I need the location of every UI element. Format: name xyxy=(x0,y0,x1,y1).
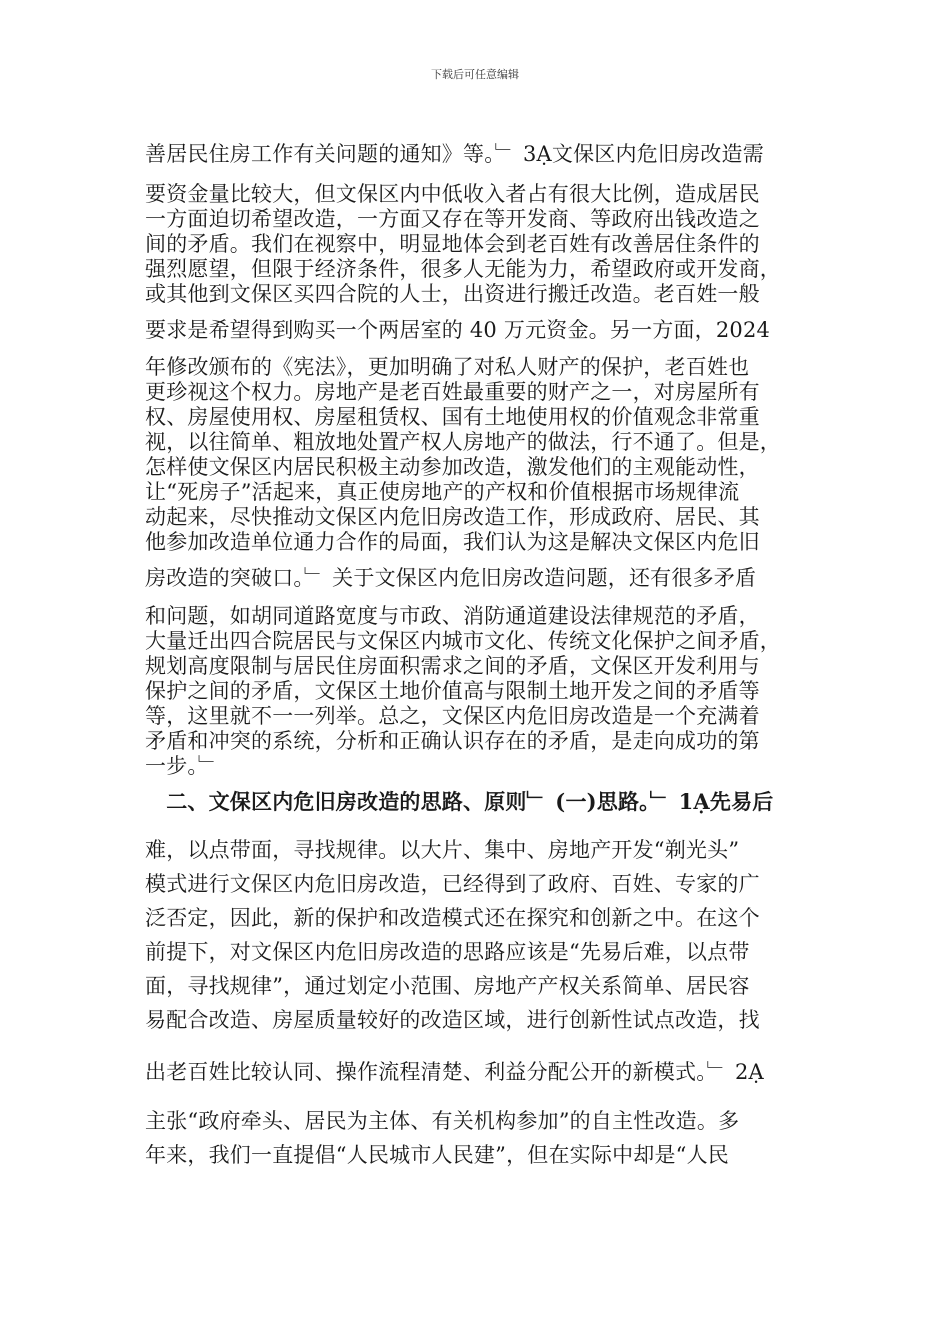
text-line: 间的矛盾。我们在视察中，明显地体会到老百姓有改善居住条件的 xyxy=(145,232,760,256)
text-line: 或其他到文保区买四合院的人士，出资进行搬迁改造。老百姓一般 xyxy=(145,282,760,306)
text-line: 和问题，如胡同道路宽度与市政、消防通道建设法律规范的矛盾， xyxy=(145,604,760,628)
text-line: 善居民住房工作有关问题的通知》等。﹂ 3Ạ文保区内危旧房改造需 xyxy=(145,142,764,166)
text-line: 让“死房子”活起来，真正使房地产的产权和价值根据市场规律流 xyxy=(145,480,740,504)
text-line: 动起来，尽快推动文保区内危旧房改造工作，形成政府、居民、其 xyxy=(145,505,760,529)
text-line: 一步。﹂ xyxy=(145,754,220,778)
text-line: 年修改颁布的《宪法》，更加明确了对私人财产的保护，老百姓也 xyxy=(145,355,750,379)
text-line: 强烈愿望，但限于经济条件，很多人无能为力，希望政府或开发商， xyxy=(145,257,781,281)
text-line: 保护之间的矛盾，文保区土地价值高与限制土地开发之间的矛盾等 xyxy=(145,679,760,703)
text-line: 权、房屋使用权、房屋租赁权、国有土地使用权的价值观念非常重 xyxy=(145,405,760,429)
text-line: 房改造的突破口。﹂ 关于文保区内危旧房改造问题，还有很多矛盾 xyxy=(145,566,757,590)
text-line: 主张“政府牵头、居民为主体、有关机构参加”的自主性改造。多 xyxy=(145,1109,740,1133)
text-line: 要资金量比较大，但文保区内中低收入者占有很大比例，造成居民 xyxy=(145,182,760,206)
text-line: 更珍视这个权力。房地产是老百姓最重要的财产之一，对房屋所有 xyxy=(145,380,760,404)
text-line: 怎样使文保区内居民积极主动参加改造，激发他们的主观能动性， xyxy=(145,455,760,479)
text-line: 前提下，对文保区内危旧房改造的思路应该是“先易后难，以点带 xyxy=(145,940,750,964)
text-line: 出老百姓比较认同、操作流程清楚、利益分配公开的新模式。﹂ 2Ạ xyxy=(145,1060,764,1084)
text-line: 模式进行文保区内危旧房改造，已经得到了政府、百姓、专家的广 xyxy=(145,872,760,896)
text-line: 难，以点带面，寻找规律。以大片、集中、房地产开发“剃光头” xyxy=(145,838,740,862)
text-line: 规划高度限制与居民住房面积需求之间的矛盾，文保区开发利用与 xyxy=(145,654,760,678)
section-heading: 二、文保区内危旧房改造的思路、原则﹂ (一)思路。﹂ 1Ạ先易后 xyxy=(145,789,774,814)
text-line: 泛否定，因此，新的保护和改造模式还在探究和创新之中。在这个 xyxy=(145,906,760,930)
text-line: 一方面迫切希望改造，一方面又存在等开发商、等政府出钱改造之 xyxy=(145,207,760,231)
text-line: 年来，我们一直提倡“人民城市人民建”，但在实际中却是“人民 xyxy=(145,1143,730,1167)
text-line: 面，寻找规律”，通过划定小范围、房地产产权关系简单、居民容 xyxy=(145,974,750,998)
text-line: 大量迁出四合院居民与文保区内城市文化、传统文化保护之间矛盾， xyxy=(145,629,781,653)
text-line: 要求是希望得到购买一个两居室的 40 万元资金。另一方面，2024 xyxy=(145,318,771,342)
text-line: 他参加改造单位通力合作的局面，我们认为这是解决文保区内危旧 xyxy=(145,530,760,554)
text-line: 易配合改造、房屋质量较好的改造区域，进行创新性试点改造，找 xyxy=(145,1008,760,1032)
text-line: 视，以往简单、粗放地处置产权人房地产的做法，行不通了。但是， xyxy=(145,430,781,454)
text-line: 等，这里就不一一列举。总之，文保区内危旧房改造是一个充满着 xyxy=(145,704,760,728)
page-header: 下载后可任意编辑 xyxy=(431,68,519,81)
text-line: 矛盾和冲突的系统，分析和正确认识存在的矛盾，是走向成功的第 xyxy=(145,729,760,753)
